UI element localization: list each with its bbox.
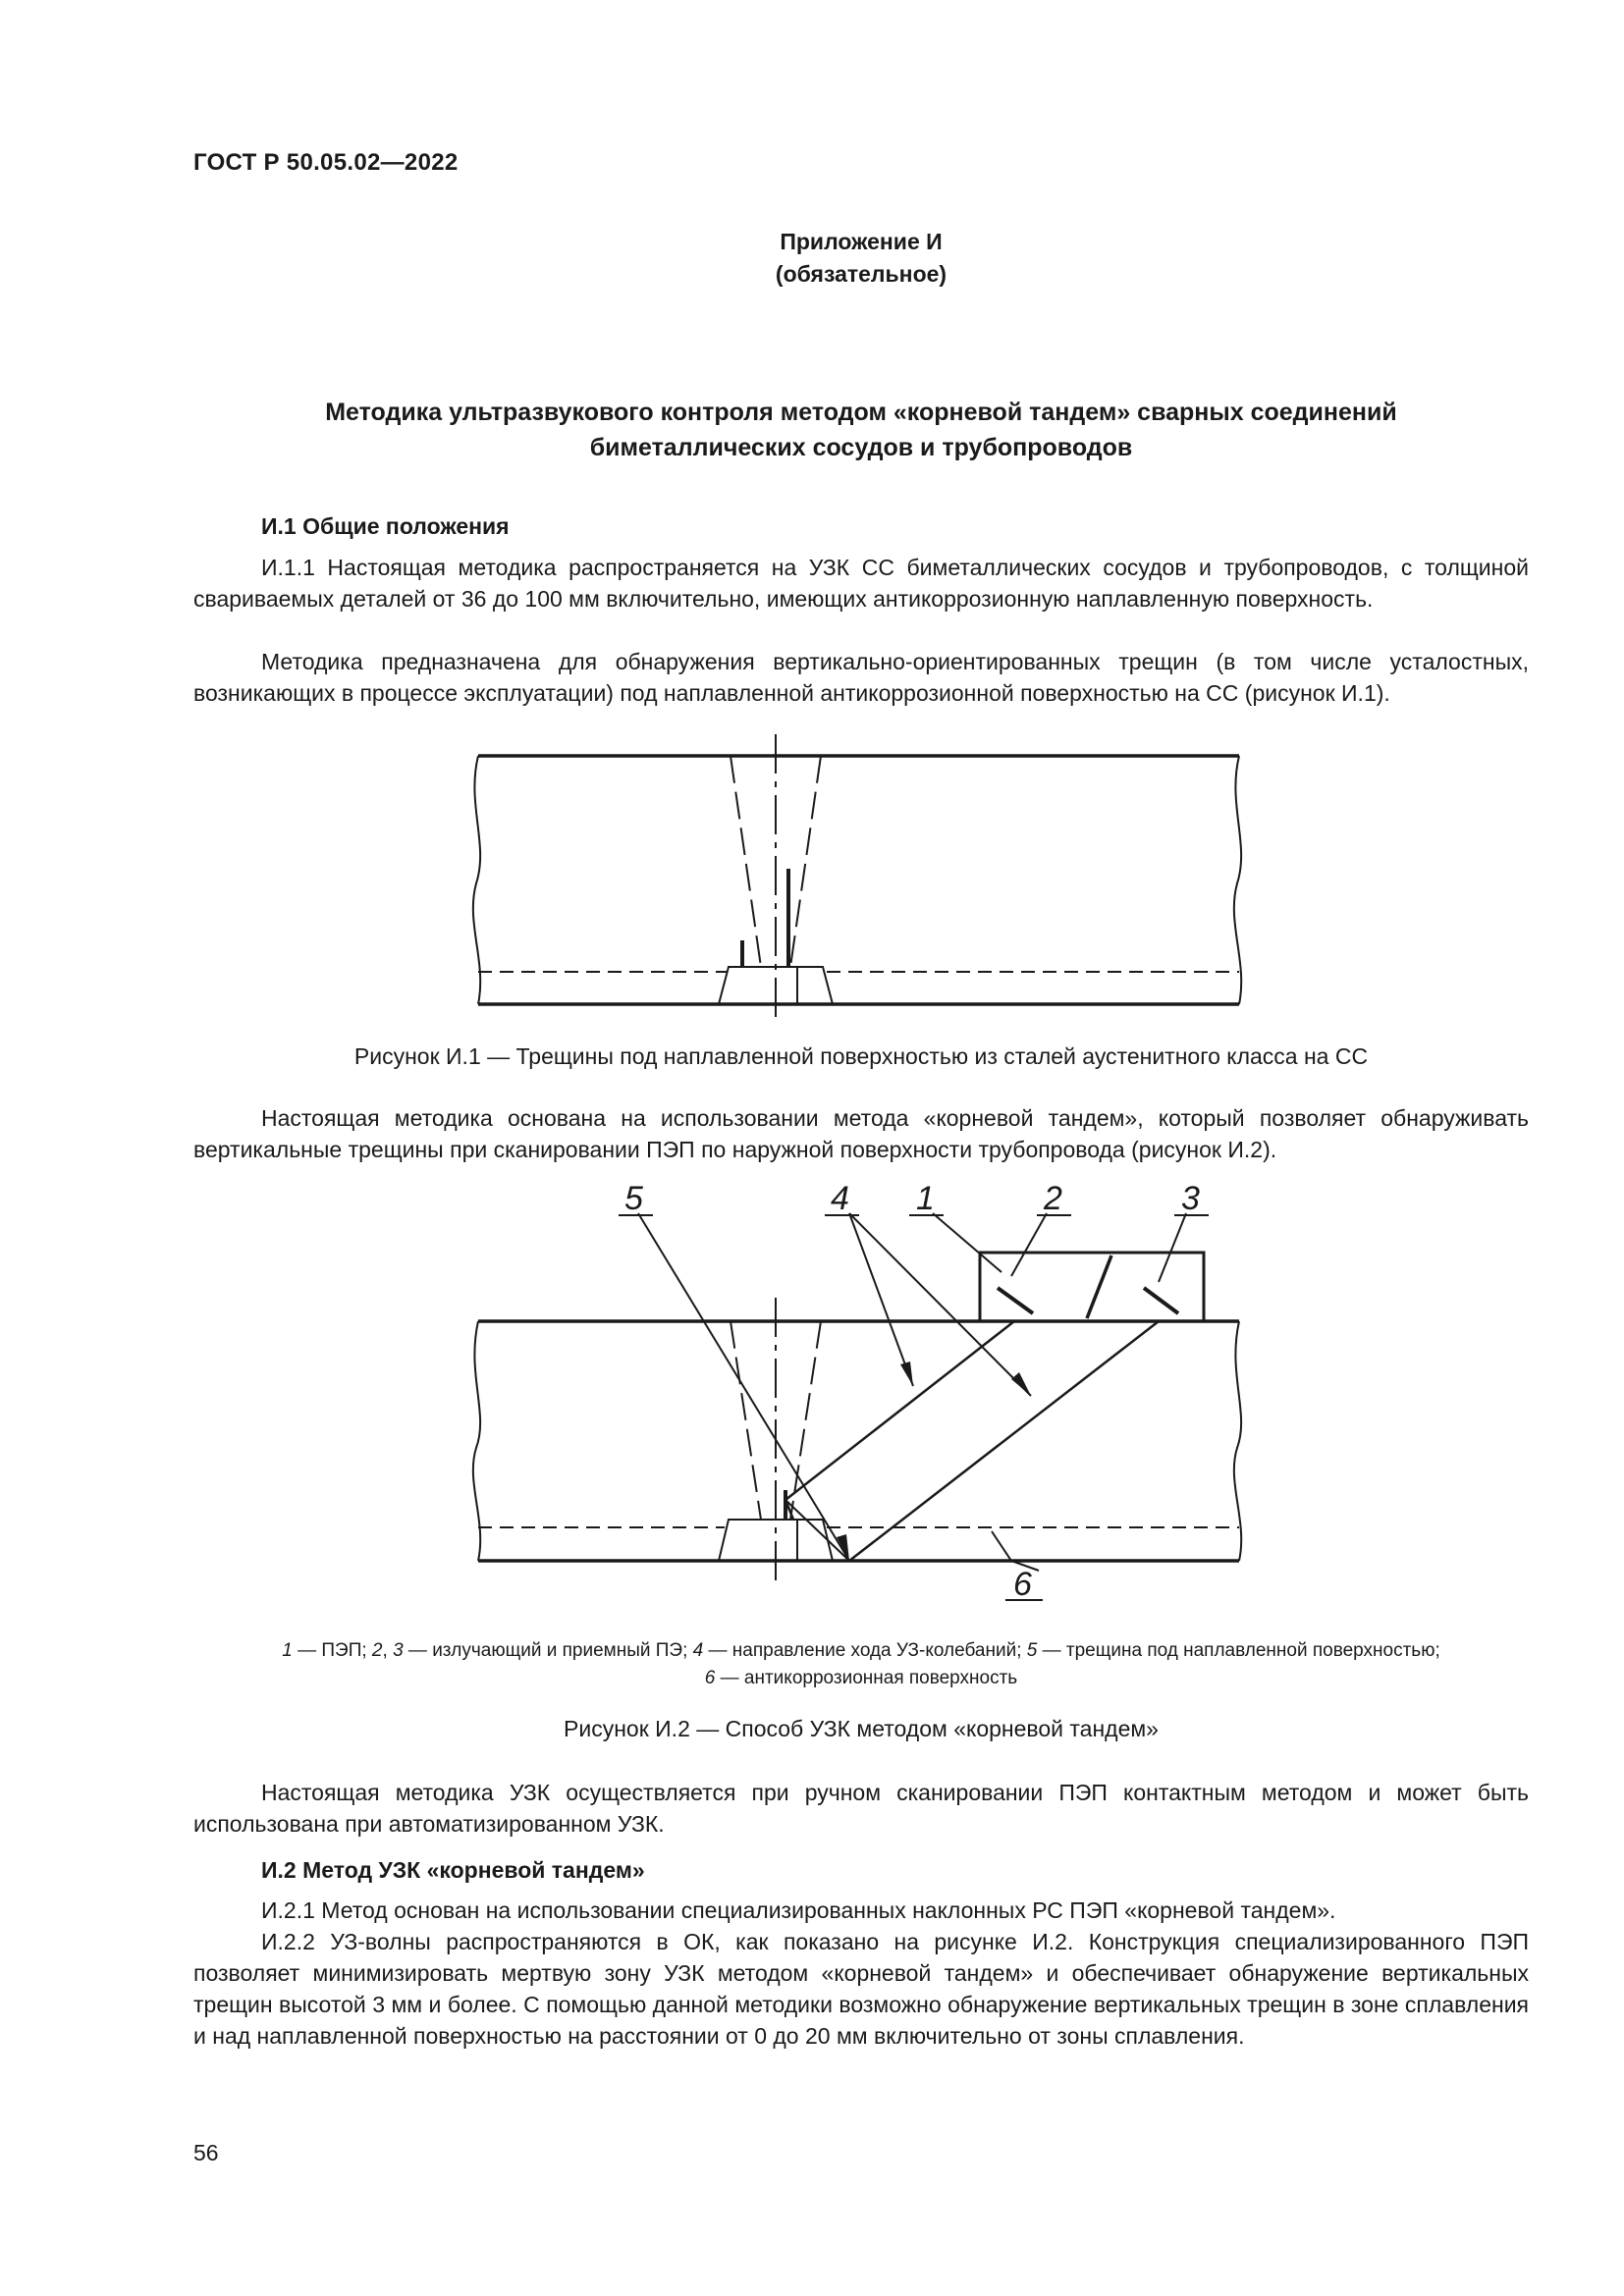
figure-2-label-2: 2	[1044, 1180, 1062, 1217]
figure-2-label-1: 1	[916, 1180, 935, 1217]
paragraph-1-manual-scanning: Настоящая методика УЗК осуществляется при ручном сканировании ПЭП контактным методом и может быть использована при автоматизированном УЗК.	[193, 1780, 1529, 1837]
paragraph-2-1: И.2.1 Метод основан на использовании специализированных наклонных РС ПЭП «корневой тандем».	[261, 1897, 1336, 1923]
legend-num-2: 2	[371, 1640, 383, 1661]
figure-2-legend-line-1	[193, 1637, 1529, 1665]
paragraph-2-2: И.2.2 УЗ-волны распространяются в ОК, как показано на рисунке И.2. Конструкция специализированного ПЭП позволяет минимизировать мертвую зону УЗК методом «корневой тандем» и обеспечивает обнаружение вертикальных трещин высотой 3 мм и более. С помощью данной методики возможно обнаружение вертикальных трещин в зоне сплавления и над наплавленной поверхностью на расстоянии от 0 до 20 мм включительно от зоны сплавления.	[193, 1929, 1529, 2049]
main-title-line-1: Методика ультразвукового контроля методом «корневой тандем» сварных соединений	[325, 399, 1397, 426]
legend-text-2: — излучающий и приемный ПЭ;	[403, 1640, 693, 1661]
figure-2-label-6: 6	[1013, 1566, 1032, 1603]
figure-2-label-4: 4	[831, 1180, 849, 1217]
legend-num-4: 4	[692, 1640, 704, 1661]
figure-2-legend	[193, 1637, 1529, 1692]
main-title-line-2: биметаллических сосудов и трубопроводов	[589, 434, 1133, 461]
legend-num-6: 6	[704, 1668, 716, 1688]
paragraph-1-1-1: И.1.1 Настоящая методика распространяется на УЗК СС биметаллических сосудов и трубопроводов, с толщиной свариваемых деталей от 36 до 100 мм включительно, имеющих антикоррозионную наплавленную поверхность.	[193, 555, 1529, 612]
figure-2-caption: Рисунок И.2 — Способ УЗК методом «корневой тандем»	[564, 1716, 1159, 1741]
legend-num-3: 3	[393, 1640, 404, 1661]
legend-text-1: — ПЭП;	[292, 1640, 372, 1661]
paragraph-1-method-basis: Настоящая методика основана на использовании метода «корневой тандем», который позволяет обнаруживать вертикальные трещины при сканировании ПЭП по наружной поверхности трубопровода (рисунок И.2).	[193, 1105, 1529, 1162]
legend-separator: ,	[382, 1640, 394, 1661]
annex-label: Приложение И	[780, 229, 943, 254]
figure-1-diagram	[0, 726, 1624, 1031]
figure-2-label-3: 3	[1181, 1180, 1200, 1217]
document-code: ГОСТ Р 50.05.02—2022	[193, 149, 459, 176]
figure-2-diagram	[0, 1178, 1624, 1629]
figure-2-legend-line-2	[193, 1665, 1529, 1692]
legend-text-5: — антикоррозионная поверхность	[715, 1668, 1018, 1688]
legend-num-1: 1	[282, 1640, 293, 1661]
figure-1-caption: Рисунок И.1 — Трещины под наплавленной поверхностью из сталей аустенитного класса на СС	[353, 1043, 1369, 1069]
main-title	[193, 395, 1529, 465]
figure-2-label-5: 5	[624, 1180, 643, 1217]
page-number: 56	[193, 2140, 219, 2165]
legend-num-5: 5	[1026, 1640, 1038, 1661]
annex-title	[193, 226, 1529, 291]
annex-status: (обязательное)	[775, 261, 947, 287]
legend-text-3: — направление хода УЗ-колебаний;	[703, 1640, 1027, 1661]
paragraph-1-1-2: Методика предназначена для обнаружения вертикально-ориентированных трещин (в том числе усталостных, возникающих в процессе эксплуатации) под наплавленной антикоррозионной поверхностью на СС (рисунок И.1).	[193, 649, 1529, 706]
section-2-heading: И.2 Метод УЗК «корневой тандем»	[261, 1857, 645, 1883]
legend-text-4: — трещина под наплавленной поверхностью;	[1037, 1640, 1440, 1661]
section-1-heading: И.1 Общие положения	[261, 513, 510, 539]
